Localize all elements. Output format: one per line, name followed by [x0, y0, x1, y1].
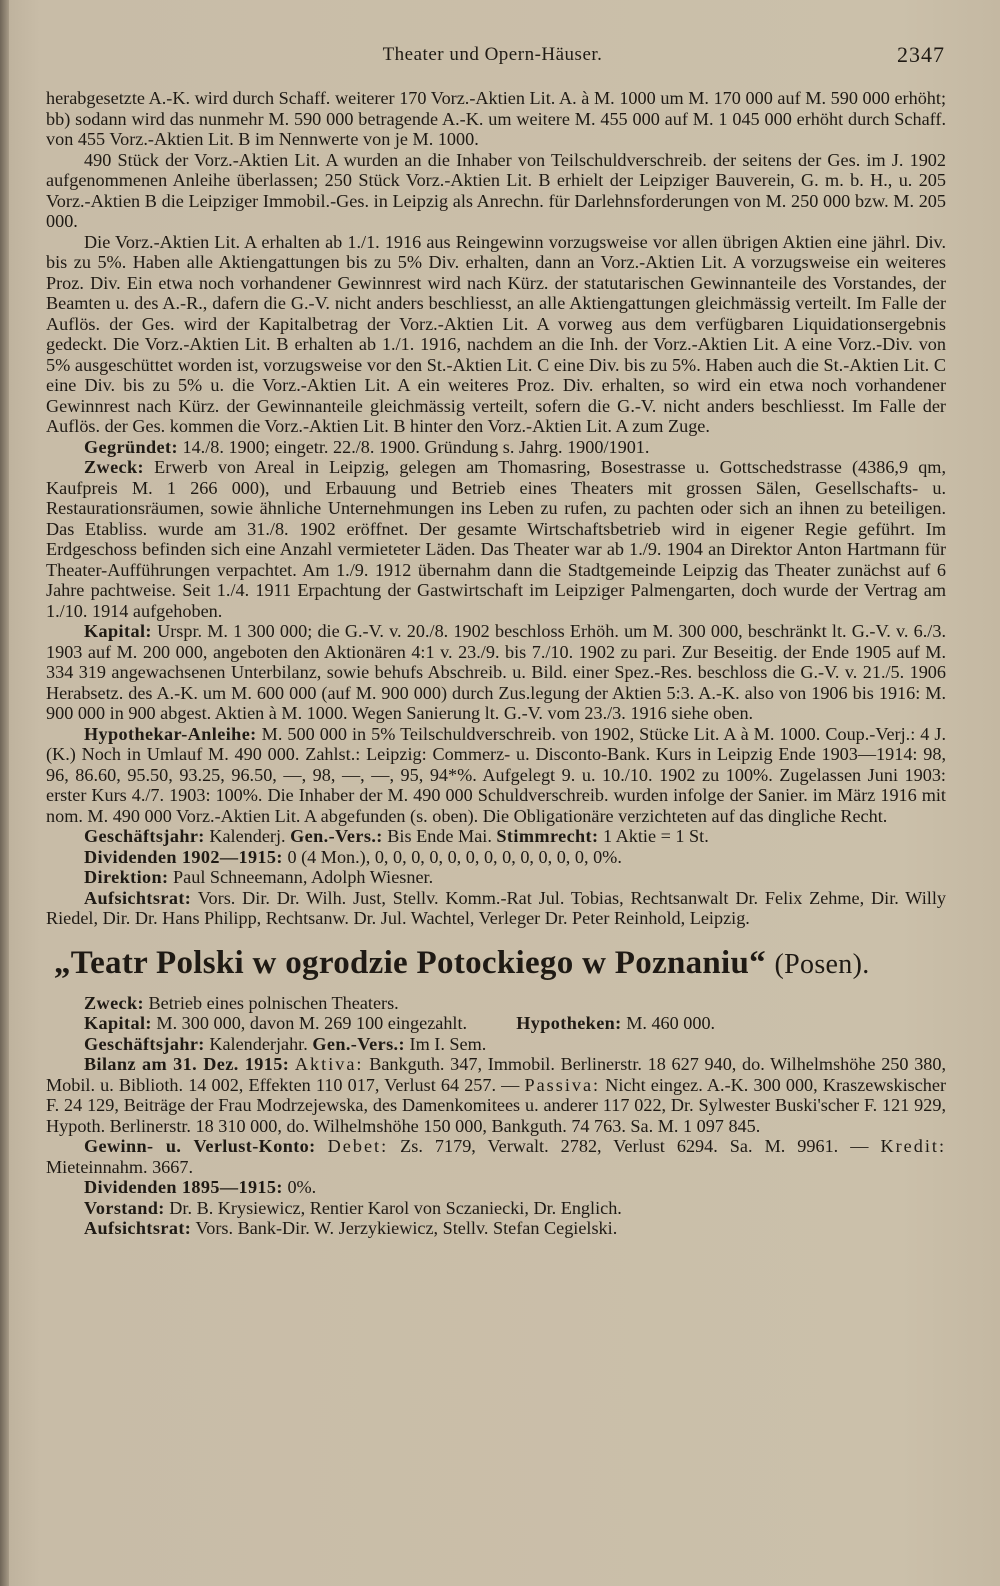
posen-purpose-text: Betrieb eines polnischen Theaters. — [148, 992, 399, 1013]
posen-entry-balance — [46, 1054, 946, 1136]
entry-business-year — [46, 826, 946, 847]
posen-business-year-text: Kalenderjahr. — [209, 1033, 308, 1054]
running-title: Theater und Opern-Häuser. — [382, 44, 603, 65]
posen-assets-label: Aktiva: — [294, 1054, 364, 1074]
founded-text: 14./8. 1900; eingetr. 22./8. 1900. Gründung s. Jahrg. 1900/1901. — [182, 436, 650, 457]
entry-supervisory-board — [46, 888, 946, 929]
page-binding-edge — [0, 0, 9, 1586]
posen-debit-label: Debet: — [327, 1136, 389, 1156]
posen-entry-supervisory-board — [46, 1218, 946, 1239]
page-header — [40, 42, 945, 76]
posen-dividends-text: 0%. — [287, 1177, 317, 1197]
mortgage-bond-label: Hypothekar-Anleihe: — [84, 723, 257, 744]
business-year-label: Geschäftsjahr: — [84, 826, 205, 846]
voting-right-text: 1 Aktie = 1 St. — [603, 826, 709, 846]
dividends-text: 0 (4 Mon.), 0, 0, 0, 0, 0, 0, 0, 0, 0, 0, 0, 0, 0%. — [287, 846, 622, 867]
posen-credit-label: Kredit: — [880, 1136, 947, 1156]
posen-credit-text: Mieteinnahm. 3667. — [46, 1156, 193, 1177]
entry-founded — [46, 437, 946, 458]
posen-liabilities-text: Nicht eingez. A.-K. 300 000, Kraszewskischer F. 24 129, Beiträge der Frau Modrzejewska, des Damenkomitees u. anderer 117 022, Dr. Sylwester Buski'scher F. 121 929, Hypoth. Berlinerstr. 18 310 000, do. Wilhelmshöhe 150 000, Bankguth. 74 763. Sa. M. 1 097 845. — [46, 1074, 947, 1136]
posen-supervisory-text: Vors. Bank-Dir. W. Jerzykiewicz, Stellv. Stefan Cegielski. — [195, 1218, 618, 1238]
posen-dividends-label: Dividenden 1895—1915: — [84, 1177, 283, 1197]
general-meeting-label: Gen.-Vers.: — [290, 826, 383, 846]
posen-balance-label: Bilanz am 31. Dez. 1915: — [84, 1054, 290, 1074]
posen-general-meeting-text: Im I. Sem. — [409, 1033, 487, 1054]
posen-assets-text: Bankguth. 347, Immobil. Berlinerstr. 18 627 940, do. Wilhelmshöhe 250 380, Mobil. u. Biblioth. 14 002, Effekten 110 017, Verlust 64 257. — — [46, 1054, 947, 1095]
capital-label: Kapital: — [84, 621, 152, 641]
posen-entry-business-year — [46, 1034, 946, 1055]
paragraph-share-allocation: 490 Stück der Vorz.-Aktien Lit. A wurden an die Inhaber von Teilschuldverschreib. der seitens der Ges. im J. 1902 aufgenommenen Anleihe überlassen; 250 Stück Vorz.-Aktien Lit. B erhielt der Leipziger Bauverein, G. m. b. H., u. 205 Vorz.-Aktien B die Leipziger Immobil.-Ges. in Leipzig als Anrechn. für Darlehnsforderungen von M. 250 000 bzw. M. 205 000. — [46, 149, 946, 231]
posen-board-label: Vorstand: — [84, 1197, 165, 1218]
entry-capital — [46, 621, 946, 724]
posen-profit-loss-label: Gewinn- u. Verlust-Konto: — [84, 1136, 316, 1156]
business-year-text: Kalenderj. — [209, 826, 286, 846]
posen-capital-label: Kapital: — [84, 1013, 152, 1033]
mortgage-bond-text: M. 500 000 in 5% Teilschuldverschreib. von 1902, Stücke Lit. A à M. 1000. Coup.-Verj.: 4 J. (K.) Noch in Umlauf M. 490 000. Zahlst.: Leipzig: Commerz- u. Disconto-Bank. Kurs in Leipzig Ende 1903—1914: 98, 96, 86.60, 95.50, 93.25, 96.50, —, 98, —, —, 95, 94*%. Aufgelegt 9. u. 10./10. 1902 zu 100%. Zugelassen Juni 1903: erster Kurs 4./7. 1903: 100%. Die Inhaber der M. 490 000 Schuldverschreib. wurden infolge der Sanier. im März 1916 mit nom. M. 490 000 Vorz.-Aktien Lit. A abgefunden (s. oben). Die Obligationäre verzichteten auf das dingliche Recht. — [46, 723, 947, 826]
dividends-label: Dividenden 1902—1915: — [84, 846, 283, 867]
paragraph-capital-increase: herabgesetzte A.-K. wird durch Schaff. weiterer 170 Vorz.-Aktien Lit. A. à M. 1000 um M. 170 000 auf M. 590 000 erhöht; bb) sodann wird das nunmehr M. 590 000 betragende A.-K. um weitere M. 455 000 auf M. 1 045 000 erhöht durch Schaff. von 455 Vorz.-Aktien Lit. B im Nennwerte von je M. 1000. — [46, 88, 946, 149]
entry-mortgage-bond — [46, 724, 946, 827]
posen-capital-text: M. 300 000, davon M. 269 100 eingezahlt. — [156, 1013, 468, 1033]
posen-general-meeting-label: Gen.-Vers.: — [312, 1033, 405, 1054]
posen-debit-text: Zs. 7179, Verwalt. 2782, Verlust 6294. Sa. M. 9961. — — [400, 1136, 869, 1156]
management-text: Paul Schneemann, Adolph Wiesner. — [173, 867, 434, 887]
posen-entry-dividends — [46, 1177, 946, 1198]
posen-entry-purpose — [46, 993, 946, 1014]
page-number: 2347 — [897, 42, 945, 67]
page-body — [46, 88, 946, 1239]
purpose-label: Zweck: — [84, 457, 144, 477]
company-title-posen — [54, 943, 946, 985]
posen-liabilities-label: Passiva: — [524, 1074, 601, 1095]
posen-entry-profit-loss — [46, 1136, 946, 1177]
supervisory-board-text: Vors. Dir. Dr. Wilh. Just, Stellv. Komm.-Rat Jul. Tobias, Rechtsanwalt Dr. Felix Zehme, Dir. Willy Riedel, Dir. Dr. Hans Philipp, Rechtsanw. Dr. Jul. Wachtel, Verleger Dr. Peter Reinhold, Leipzig. — [46, 887, 946, 928]
entry-dividends — [46, 847, 946, 868]
posen-mortgages-label: Hypotheken: — [516, 1013, 622, 1033]
posen-board-text: Dr. B. Krysiewicz, Rentier Karol von Sczaniecki, Dr. Englich. — [169, 1197, 622, 1218]
supervisory-board-label: Aufsichtsrat: — [84, 887, 192, 908]
purpose-text: Erwerb von Areal in Leipzig, gelegen am Thomasring, Bosestrasse u. Gottschedstrasse (4386,9 qm, Kaufpreis M. 1 266 000), und Erbauung und Betrieb eines Theaters mit grossen Sälen, Gesellschafts- u. Restaurationsräumen, sowie ähnliche Unternehmungen ins Leben zu rufen, zu pachten oder sich an ihnen zu beteiligen. Das Etabliss. wurde am 31./8. 1902 eröffnet. Der gesamte Wirtschaftsbetrieb wird in eigener Regie geführt. Im Erdgeschoss befinden sich eine Anzahl vermieteter Läden. Das Theater war ab 1./9. 1904 an Direktor Anton Hartmann für Theater-Aufführungen verpachtet. Am 1./9. 1912 übernahm dann die Stadtgemeinde Leipzig das Theater zunächst auf 6 Jahre pachtweise. Seit 1./4. 1911 Erpachtung der Gastwirtschaft im Leipziger Palmengarten, doch wurde der Vertrag am 1./10. 1914 aufgehoben. — [46, 457, 946, 621]
posen-entry-board — [46, 1198, 946, 1219]
capital-text: Urspr. M. 1 300 000; die G.-V. v. 20./8. 1902 beschloss Erhöh. um M. 300 000, beschränkt lt. G.-V. v. 6./3. 1903 auf M. 200 000, angeboten den Aktionären 4:1 v. 23./9. bis 7./10. 1902 zu pari. Zur Beseitig. der Ende 1905 auf M. 334 319 angewachsenen Unterbilanz, sowie behufs Abschreib. u. Bild. einer Spez.-Res. beschloss die G.-V. v. 21./5. 1906 Herabsetz. des A.-K. um M. 600 000 (auf M. 900 000) durch Zus.legung der Aktien 5:3. A.-K. also von 1906 bis 1916: M. 900 000 in 900 abgest. Aktien à M. 1000. Wegen Sanierung lt. G.-V. vom 23./3. 1916 siehe oben. — [46, 621, 946, 723]
posen-supervisory-label: Aufsichtsrat: — [84, 1218, 192, 1238]
voting-right-label: Stimmrecht: — [496, 826, 599, 846]
paragraph-dividend-rights: Die Vorz.-Aktien Lit. A erhalten ab 1./1. 1916 aus Reingewinn vorzugsweise vor allen übrigen Aktien eine jährl. Div. bis zu 5%. Haben alle Aktiengattungen bis zu 5% Div. erhalten, dann an Vorz.-Aktien Lit. A vorzugsweise ein weiteres Proz. Div. Ein etwa noch vorhandener Gewinnrest wird nach Kürz. der statutarischen Gewinnanteile des Vorstandes, der Beamten u. des A.-R., dafern die G.-V. nicht anders beschliesst, an alle Aktiengattungen gleichmässig verteilt. Im Falle der Auflös. der Ges. wird der Kapitalbetrag der Vorz.-Aktien Lit. A vorweg aus dem verfügbaren Liquidationsergebnis gedeckt. Die Vorz.-Aktien Lit. B erhalten ab 1./1. 1916, nachdem an die Inh. der Vorz.-Aktien Lit. A eine Vorz.-Div. von 5% ausgeschüttet worden ist, vorzugsweise vor den St.-Aktien Lit. C eine Div. bis zu 5%. Haben auch die St.-Aktien Lit. C eine Div. bis zu 5% u. die Vorz.-Aktien Lit. A ein weiteres Proz. Div. erhalten, so wird ein etwa noch vorhandener Gewinnrest nach Kürz. der Gewinnanteile gleichmässig verteilt, sofern die G.-V. nicht anders beschliesst. Im Falle der Auflös. der Ges. kommen die Vorz.-Aktien Lit. B hinter den Vorz.-Aktien Lit. A zum Zuge. — [46, 231, 946, 436]
company-name: „Teatr Polski w ogrodzie Potockiego w Poznaniu“ — [54, 944, 766, 981]
entry-purpose — [46, 457, 946, 621]
posen-entry-capital — [46, 1013, 946, 1034]
posen-mortgages-text: M. 460 000. — [626, 1013, 716, 1033]
posen-purpose-label: Zweck: — [84, 992, 144, 1013]
general-meeting-text: Bis Ende Mai. — [387, 826, 492, 846]
posen-business-year-label: Geschäftsjahr: — [84, 1033, 205, 1054]
management-label: Direktion: — [84, 867, 169, 887]
entry-management — [46, 867, 946, 888]
founded-label: Gegründet: — [84, 436, 178, 457]
company-location: (Posen). — [774, 948, 870, 980]
